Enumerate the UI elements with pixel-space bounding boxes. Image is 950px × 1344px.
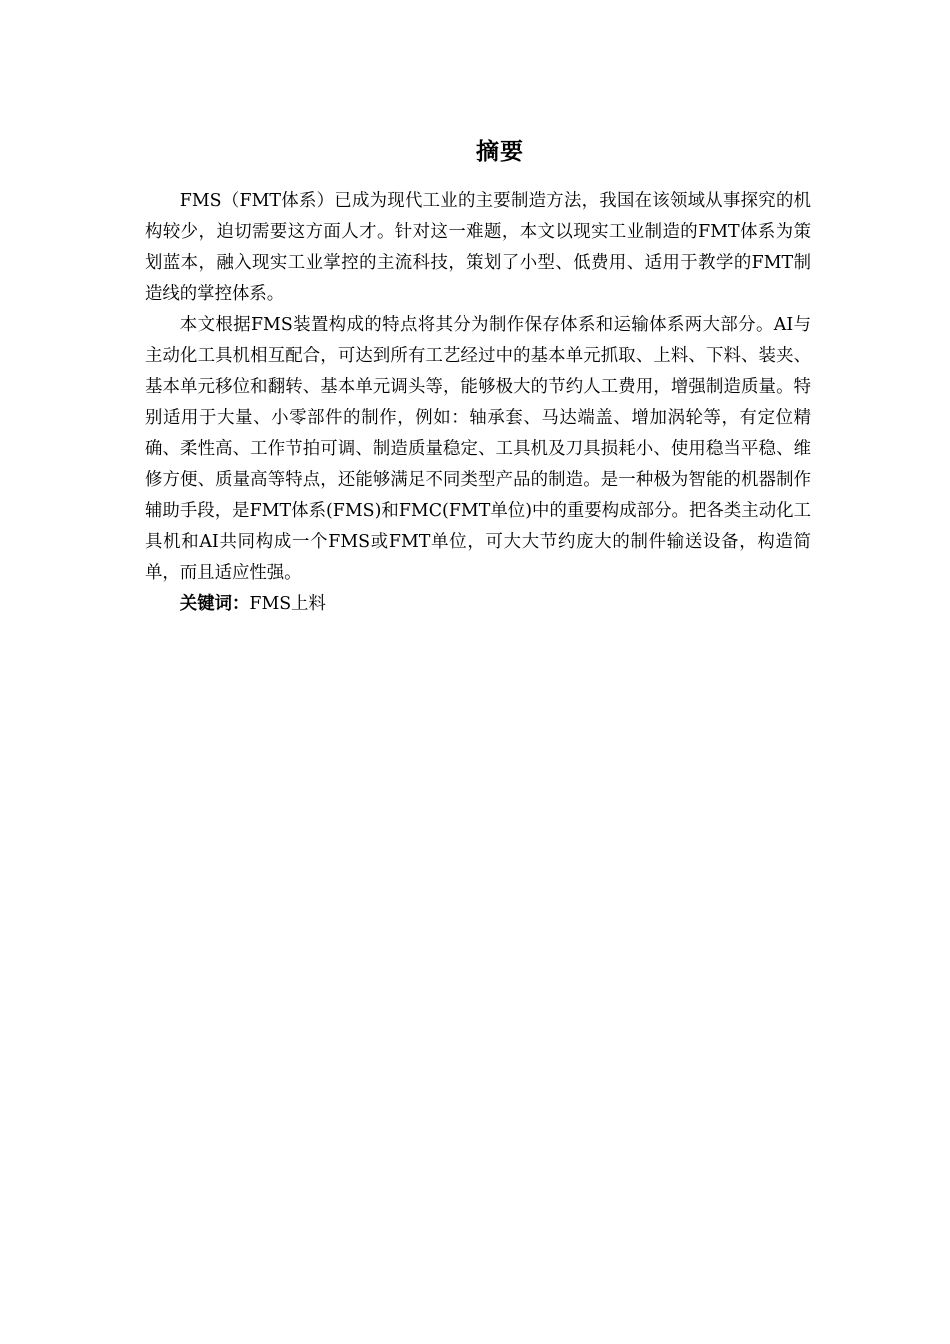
keywords-label: 关键词：	[179, 594, 250, 614]
abstract-paragraph-2: 本文根据FMS装置构成的特点将其分为制作保存体系和运输体系两大部分。AI与主动化工具机相互配合，可达到所有工艺经过中的基本单元抓取、上料、下料、装夹、基本单元移位和翻转、基本单元调头等，能够极大的节约人工费用，增强制造质量。特别适用于大量、小零部件的制作，例如：轴承套、马达端盖、增加涡轮等，有定位精确、柔性高、工作节拍可调、制造质量稳定、工具机及刀具损耗小、使用稳当平稳、维修方便、质量高等特点，还能够满足不同类型产品的制造。是一种极为智能的机器制作辅助手段，是FMT体系(FMS)和FMC(FMT单位)中的重要构成部分。把各类主动化工具机和AI共同构成一个FMS或FMT单位，可大大节约庞大的制件输送设备，构造简单，而且适应性强。	[145, 315, 811, 583]
keywords-value: FMS上料	[249, 594, 326, 614]
page-title: 摘要	[476, 139, 524, 165]
abstract-paragraph-1: FMS（FMT体系）已成为现代工业的主要制造方法，我国在该领域从事探究的机构较少，迫切需要这方面人才。针对这一难题，本文以现实工业制造的FMT体系为策划蓝本，融入现实工业掌控的主流科技，策划了小型、低费用、适用于教学的FMT制造线的掌控体系。	[145, 191, 811, 304]
keywords-line	[145, 589, 811, 620]
abstract-body	[145, 186, 811, 620]
